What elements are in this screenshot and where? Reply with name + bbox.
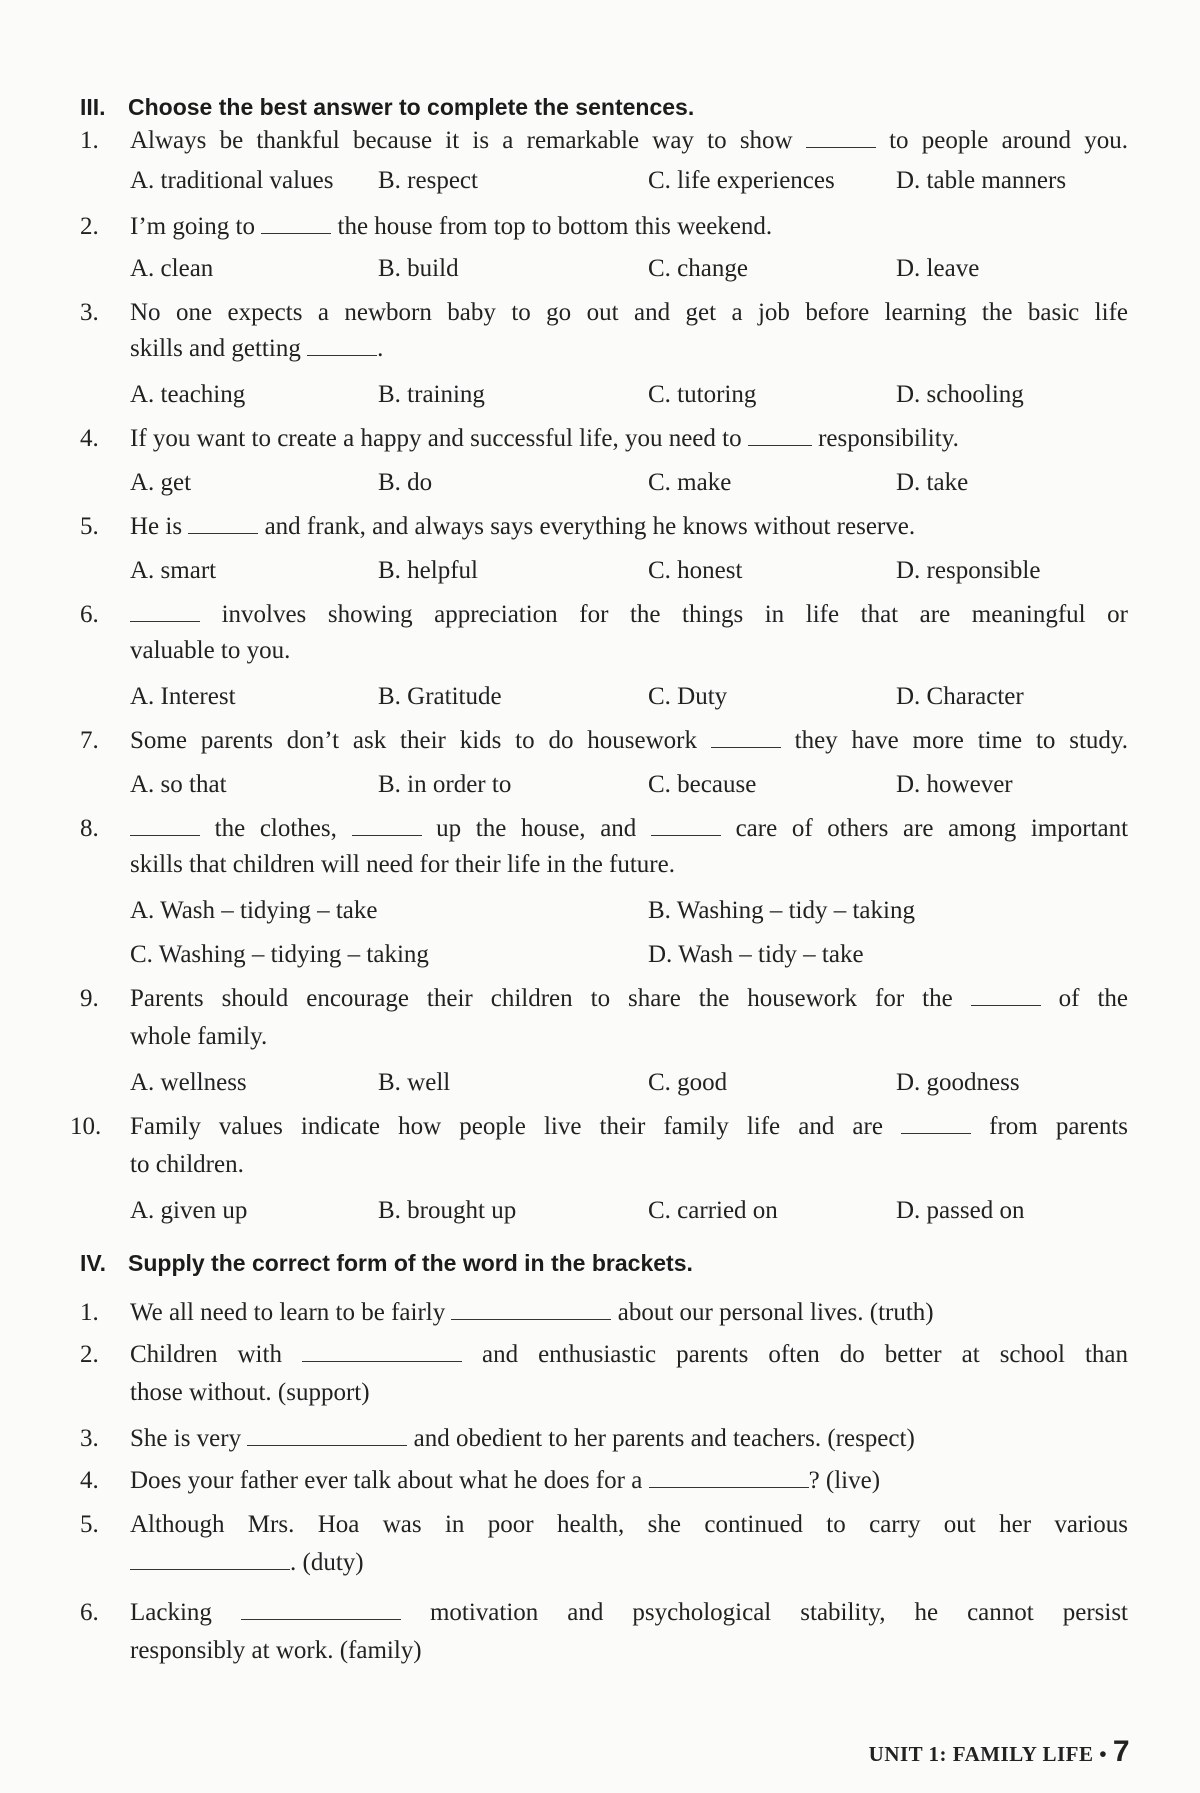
page-footer (869, 1735, 1130, 1769)
option-c[interactable]: C. Washing – tidying – taking (130, 941, 429, 968)
option-c[interactable]: C. make (648, 469, 732, 496)
item-number: 3. (80, 1425, 99, 1452)
answer-blank[interactable] (241, 1599, 401, 1620)
option-a[interactable]: A. traditional values (130, 167, 334, 194)
question-number: 1. (80, 127, 99, 154)
answer-blank[interactable] (651, 815, 721, 836)
option-a[interactable]: A. so that (130, 771, 227, 798)
question-3-line2: skills and getting . (130, 335, 384, 362)
item-2-line2: those without. (support) (130, 1379, 370, 1406)
footer-bullet: • (1099, 1742, 1108, 1766)
item-6-line2: responsibly at work. (family) (130, 1637, 422, 1664)
option-d[interactable]: D. Wash – tidy – take (648, 941, 864, 968)
option-d[interactable]: D. leave (896, 255, 980, 282)
answer-blank[interactable] (748, 425, 812, 446)
question-number: 8. (80, 815, 99, 842)
option-c[interactable]: C. life experiences (648, 167, 835, 194)
question-8-line2: skills that children will need for their life in the future. (130, 851, 675, 878)
question-number: 4. (80, 425, 99, 452)
question-8-line1: the clothes, up the house, and care of others are among important (130, 810, 1128, 848)
option-b[interactable]: B. in order to (378, 771, 512, 798)
option-a[interactable]: A. teaching (130, 381, 246, 408)
option-d[interactable]: D. goodness (896, 1069, 1020, 1096)
option-b[interactable]: B. helpful (378, 557, 478, 584)
section-3-number: III. (80, 94, 106, 120)
question-number: 10. (70, 1113, 102, 1140)
answer-blank[interactable] (130, 601, 200, 622)
section-4-title: Supply the correct form of the word in the brackets. (128, 1250, 693, 1276)
answer-blank[interactable] (971, 985, 1041, 1006)
option-d[interactable]: D. responsible (896, 557, 1041, 584)
answer-blank[interactable] (649, 1467, 809, 1488)
answer-blank[interactable] (130, 1549, 290, 1570)
option-b[interactable]: B. do (378, 469, 433, 496)
answer-blank[interactable] (352, 815, 422, 836)
answer-blank[interactable] (261, 213, 331, 234)
option-b[interactable]: B. well (378, 1069, 451, 1096)
answer-blank[interactable] (806, 127, 876, 148)
option-c[interactable]: C. change (648, 255, 748, 282)
answer-blank[interactable] (711, 727, 781, 748)
answer-blank[interactable] (130, 815, 200, 836)
option-c[interactable]: C. because (648, 771, 757, 798)
question-number: 7. (80, 727, 99, 754)
question-number: 5. (80, 513, 99, 540)
question-number: 3. (80, 299, 99, 326)
item-number: 5. (80, 1511, 99, 1538)
item-2-line1: Children with and enthusiastic parents often do better at school than (130, 1341, 1129, 1368)
unit-label: UNIT 1: FAMILY LIFE (868, 1742, 1094, 1766)
option-d[interactable]: D. table manners (896, 167, 1067, 194)
item-1-text: We all need to learn to be fairly about our personal lives. (truth) (130, 1299, 934, 1326)
option-c[interactable]: C. tutoring (648, 381, 757, 408)
option-a[interactable]: A. get (130, 469, 192, 496)
option-d[interactable]: D. however (896, 771, 1013, 798)
option-a[interactable]: A. given up (130, 1197, 248, 1224)
item-5-line2: . (duty) (130, 1548, 364, 1578)
section-4-heading (80, 1250, 693, 1277)
option-c[interactable]: C. Duty (648, 683, 728, 710)
question-2-text: I’m going to the house from top to bottom this weekend. (130, 213, 773, 240)
option-b[interactable]: B. brought up (378, 1197, 517, 1224)
option-a[interactable]: A. smart (130, 557, 217, 584)
option-a[interactable]: A. clean (130, 255, 214, 282)
option-b[interactable]: B. Gratitude (378, 683, 502, 710)
answer-blank[interactable] (302, 1341, 462, 1362)
question-10-line1: Family values indicate how people live their family life and are from parents (130, 1113, 1129, 1140)
question-3-line1: No one expects a newborn baby to go out and get a job before learning the basic life (130, 299, 1128, 326)
section-4-number: IV. (80, 1250, 107, 1276)
option-c[interactable]: C. honest (648, 557, 743, 584)
item-number: 4. (80, 1467, 99, 1494)
question-6-line2: valuable to you. (130, 637, 291, 664)
answer-blank[interactable] (451, 1299, 611, 1320)
option-c[interactable]: C. good (648, 1069, 728, 1096)
option-d[interactable]: D. Character (896, 683, 1024, 710)
section-3-heading (80, 94, 694, 121)
question-9-line2: whole family. (130, 1023, 268, 1050)
question-9-line1: Parents should encourage their children to share the housework for the of the (130, 985, 1128, 1012)
option-a[interactable]: A. Interest (130, 683, 236, 710)
question-number: 2. (80, 213, 99, 240)
item-number: 1. (80, 1299, 99, 1326)
question-5-text: He is and frank, and always says everything he knows without reserve. (130, 513, 916, 540)
question-10-line2: to children. (130, 1151, 244, 1178)
question-7-text: Some parents don’t ask their kids to do housework they have more time to study. (130, 727, 1129, 754)
item-number: 6. (80, 1599, 99, 1626)
answer-blank[interactable] (247, 1425, 407, 1446)
option-d[interactable]: D. passed on (896, 1197, 1025, 1224)
page-number: 7 (1112, 1735, 1130, 1768)
option-c[interactable]: C. carried on (648, 1197, 778, 1224)
answer-blank[interactable] (188, 513, 258, 534)
option-b[interactable]: B. build (378, 255, 459, 282)
item-4-text: Does your father ever talk about what he does for a ? (live) (130, 1467, 881, 1494)
option-d[interactable]: D. schooling (896, 381, 1024, 408)
item-5-line1: Although Mrs. Hoa was in poor health, she continued to carry out her various (130, 1511, 1128, 1538)
option-b[interactable]: B. Washing – tidy – taking (648, 897, 915, 924)
option-a[interactable]: A. wellness (130, 1069, 247, 1096)
option-a[interactable]: A. Wash – tidying – take (130, 897, 378, 924)
question-1-text: Always be thankful because it is a remarkable way to show to people around you. (130, 127, 1129, 154)
item-3-text: She is very and obedient to her parents and teachers. (respect) (130, 1425, 915, 1452)
item-number: 2. (80, 1341, 99, 1368)
option-b[interactable]: B. respect (378, 167, 478, 194)
answer-blank[interactable] (901, 1113, 971, 1134)
answer-blank[interactable] (307, 335, 377, 356)
question-6-line1: involves showing appreciation for the things in life that are meaningful or (130, 596, 1128, 634)
question-4-text: If you want to create a happy and successful life, you need to responsibility. (130, 425, 959, 452)
option-b[interactable]: B. training (378, 381, 485, 408)
item-6-line1: Lacking motivation and psychological stability, he cannot persist (130, 1599, 1128, 1626)
section-3-title: Choose the best answer to complete the sentences. (128, 94, 695, 120)
question-number: 6. (80, 601, 99, 628)
option-d[interactable]: D. take (896, 469, 969, 496)
question-number: 9. (80, 985, 99, 1012)
